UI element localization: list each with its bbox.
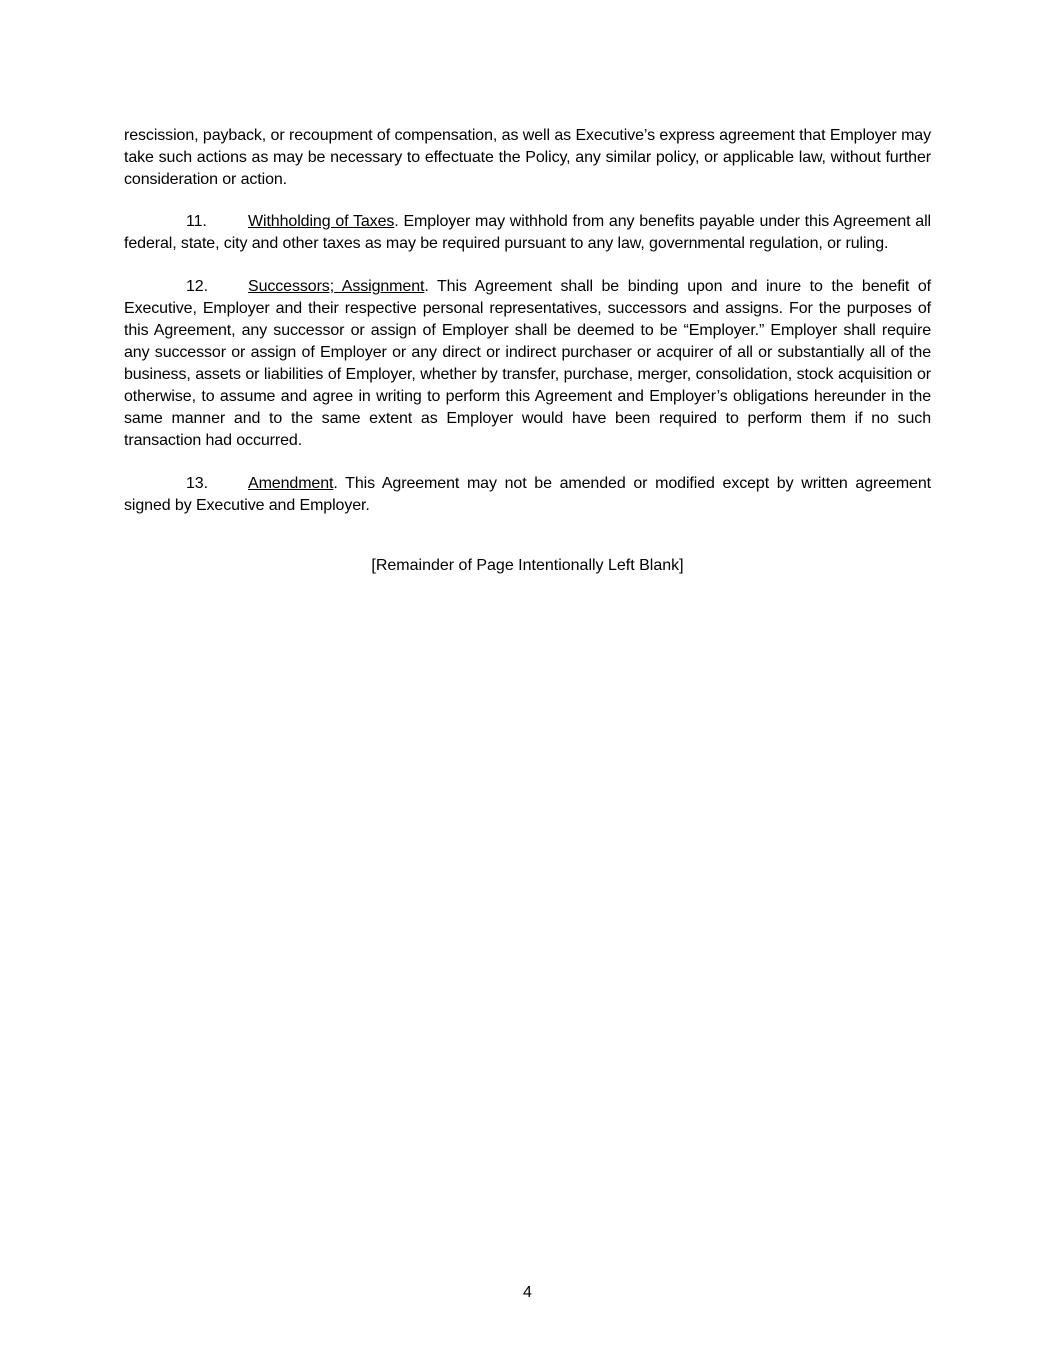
section-12-text: . This Agreement shall be binding upon and inure to the benefit of Executive, Employer and their respective personal representatives, successors and assigns. For the purposes of this Agreement, any successor or assign of Employer shall be deemed to be “Employer.” Employer shall require any successor or assign of Employer or any direct or indirect purchaser or acquirer of all or substantially all of the business, assets or liabilities of Employer, whether by transfer, purchase, merger, consolidation, stock acquisition or otherwise, to assume and agree in writing to perform this Agreement and Employer’s obligations hereunder in the same manner and to the same extent as Employer would have been required to perform them if no such transaction had occurred. [124,278,931,449]
continuation-paragraph: rescission, payback, or recoupment of compensation, as well as Executive’s express agreement that Employer may take such actions as may be necessary to effectuate the Policy, any similar policy, or applicable law, without further consideration or action. [124,127,931,188]
page-number: 4 [523,1284,532,1301]
section-11-number: 11. [186,213,207,230]
remainder-note: [Remainder of Page Intentionally Left Blank] [371,557,684,574]
section-11-heading: Withholding of Taxes [248,213,395,230]
section-12-paragraph [124,276,931,452]
section-13-number: 13. [186,475,208,492]
section-12-number: 12. [186,278,208,295]
section-13-paragraph [124,473,931,517]
section-13-text: . This Agreement may not be amended or modified except by written agreement signed by Executive and Employer. [124,475,931,514]
document-body [124,125,931,538]
section-11-text: . Employer may withhold from any benefits payable under this Agreement all federal, state, city and other taxes as may be required pursuant to any law, governmental regulation, or ruling. [124,213,931,252]
section-13-heading: Amendment [248,475,334,492]
section-11-paragraph [124,211,931,255]
section-12-heading: Successors; Assignment [248,278,425,295]
